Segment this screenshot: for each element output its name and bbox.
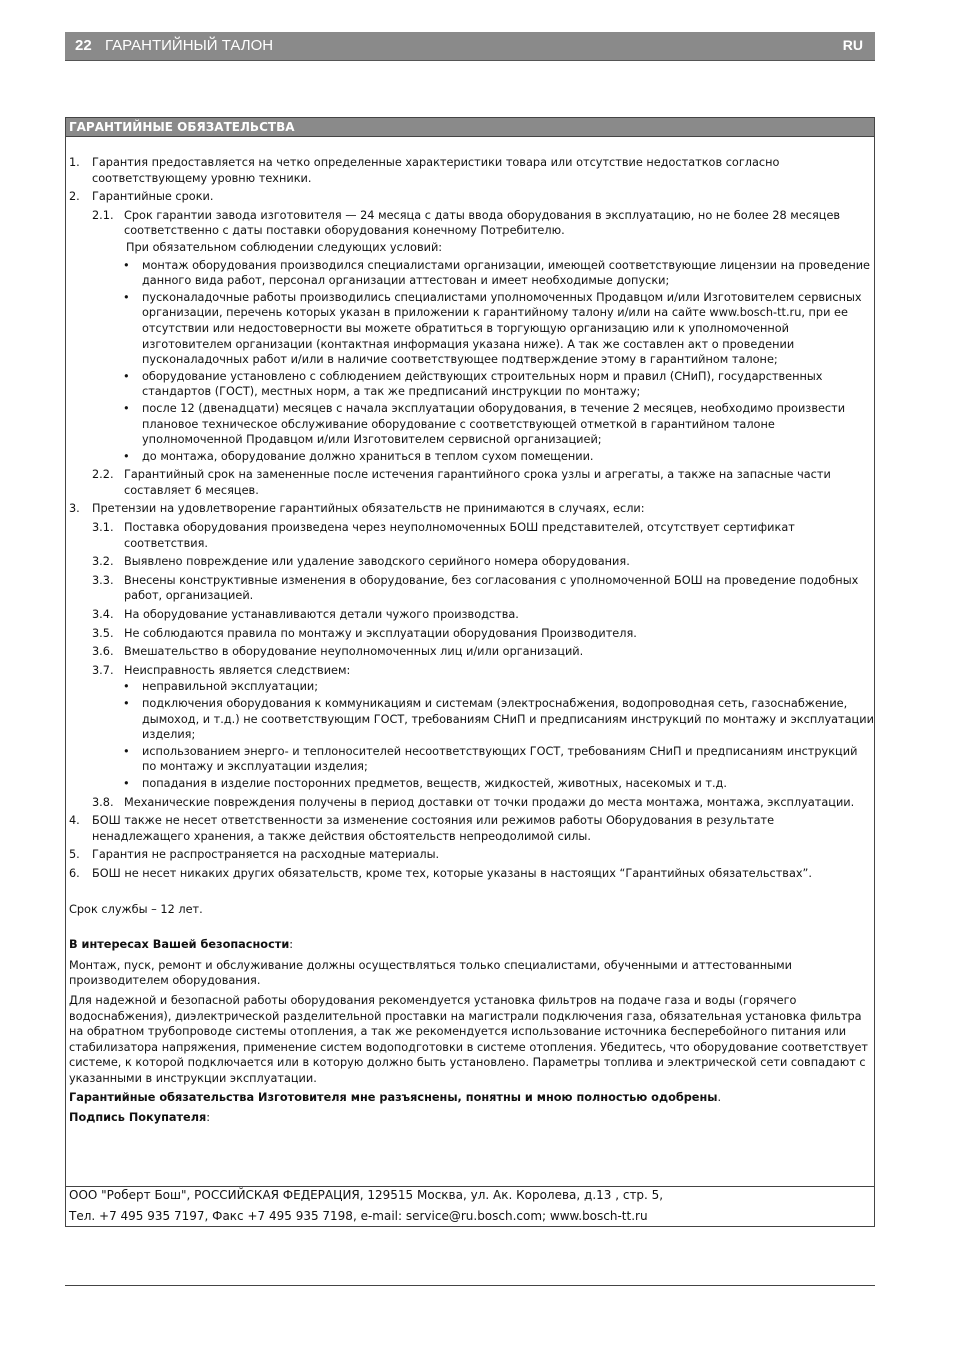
list-item: 4. БОШ также не несет ответственности за изменение состояния или режимов работы Оборудования в результате ненадлежащего хранения, а также действия обстоятельств непреодолимой силы. xyxy=(69,814,775,843)
company-address: ООО "Роберт Бош", РОССИЙСКАЯ ФЕДЕРАЦИЯ, 129515 Москва, ул. Ак. Королева, д.13 , стр. 5, xyxy=(69,1188,664,1202)
bullet-item: • оборудование установлено с соблюдением действующих строительных норм и правил (СНиП), государственных стандартов (ГОСТ), местных норм, а так же предписаний инструкции по монтажу; xyxy=(123,369,823,399)
list-item: 3.7. Неисправность является следствием: xyxy=(92,663,351,677)
safety-paragraph-1: Монтаж, пуск, ремонт и обслуживание должны осуществляться только специалистами, обученными и аттестованными производителем оборудования. xyxy=(69,958,792,988)
warranty-box xyxy=(65,117,875,1227)
bullet-item: • пусконаладочные работы производились специалистами уполномоченных Продавцом и/или Изготовителем сервисных организации, перечень которых указан в приложении к гарантийному талону и/или на сайте www.bosch-tt.ru, при ее отсутствии или недостоверности вы можете обратиться в торгующую организацию или к уполномоченной изготовителем организации (контактная информация указана ниже). А так же составлен акт о проведении пусконаладочных работ и/или в наличие соответствующее подтверждение этому в гарантийном талоне; xyxy=(123,290,862,367)
list-item: 2.1. Срок гарантии завода изготовителя — 24 месяца с даты ввода оборудования в эксплуатацию, но не более 28 месяцев соответственно с даты поставки оборудования конечному Потребителю. xyxy=(92,208,841,238)
list-item: 3. Претензии на удовлетворение гарантийных обязательств не принимаются в случаях, если: xyxy=(69,502,645,516)
footer-divider xyxy=(66,1186,874,1187)
bullet-item: • подключения оборудования к коммуникациям и системам (электроснабжения, водопроводная сеть, газоснабжение, дымоход, и т.д.) не соответствующим ГОСТ, требованиям СНиП и предписаниям инструкций по монтажу и эксплуатации изделия; xyxy=(123,697,874,742)
page-number: 22 xyxy=(75,37,92,54)
list-item: 3.8. Механические повреждения получены в период доставки от точки продажи до места монтажа, монтажа, эксплуатации. xyxy=(92,795,855,809)
safety-paragraph-2: Для надежной и безопасной работы оборудования рекомендуется установка фильтров на подаче газа и воды (горячего водоснабжения), диэлектрической разделительной проставки на магистрали подключения газа, обязательная установка фильтра на обратном трубопроводе системы отопления, а так же рекомендуется использование источника бесперебойного питания или стабилизатора напряжения, применение систем водоподготовки в системе отопления. Убедитесь, что оборудование соответствует системе, к которой подключается или в которую должно быть установлено. Параметры топлива и электрической сети совпадают с указанными в инструкции эксплуатации. xyxy=(69,993,868,1085)
agreement-statement: Гарантийные обязательства Изготовителя мне разъяснены, понятны и мною полностью одобрены. xyxy=(69,1091,722,1105)
list-item: 3.6. Вмешательство в оборудование неуполномоченных лиц и/или организаций. xyxy=(92,645,584,659)
list-item: 3.3. Внесены конструктивные изменения в оборудование, без согласования с уполномоченной БОШ на проведение подобных работ, организацией. xyxy=(92,573,859,603)
service-life: Срок службы – 12 лет. xyxy=(69,902,203,916)
list-item: 6. БОШ не несет никаких других обязательств, кроме тех, которые указаны в настоящих “Гарантийных обязательствах”. xyxy=(69,866,812,880)
bullet-item: • после 12 (двенадцати) месяцев с начала эксплуатации оборудования, в течение 2 месяцев, необходимо произвести плановое техническое обслуживание оборудование с соответствующей отметкой в гарантийном талоне уполномоченной Продавцом и/или Изготовителем сервисной организацией; xyxy=(123,401,846,447)
conditions-note: При обязательном соблюдении следующих условий: xyxy=(126,240,443,254)
header-title: ГАРАНТИЙНЫЙ ТАЛОН xyxy=(105,37,274,54)
list-item: 3.2. Выявлено повреждение или удаление заводского серийного номера оборудования. xyxy=(92,555,630,569)
bullet-item: • неправильной эксплуатации; xyxy=(123,680,319,694)
list-item: 1. Гарантия предоставляется на четко определенные характеристики товара или отсутствие недостатков согласно соответствующему уровню техники. xyxy=(69,156,780,185)
bullet-item: • попадания в изделие посторонних предметов, веществ, жидкостей, животных, насекомых и т.д. xyxy=(123,776,727,790)
bullet-item: • до монтажа, оборудование должно храниться в теплом сухом помещении. xyxy=(123,449,594,463)
list-item: 2.2. Гарантийный срок на замененные после истечения гарантийного срока узлы и агрегаты, а также на запасные части составляет 6 месяцев. xyxy=(92,468,831,497)
box-title: ГАРАНТИЙНЫЕ ОБЯЗАТЕЛЬСТВА xyxy=(66,118,874,137)
list-item: 3.1. Поставка оборудования произведена через неуполномоченных БОШ представителей, отсутствует сертификат соответствия. xyxy=(92,521,795,550)
buyer-signature-label: Подпись Покупателя: xyxy=(69,1111,211,1125)
bullet-item: • использованием энерго- и теплоносителей несоответствующих ГОСТ, требованиям СНиП и предписаниям инструкций по монтажу и эксплуатации изделия; xyxy=(123,744,858,774)
list-item: 3.4. На оборудование устанавливаются детали чужого производства. xyxy=(92,608,519,622)
bottom-divider xyxy=(65,1285,875,1286)
list-item: 2. Гарантийные сроки. xyxy=(69,190,214,204)
page-header xyxy=(65,32,875,60)
company-contacts: Тел. +7 495 935 7197, Факс +7 495 935 7198, e-mail: service@ru.bosch.com; www.bosch-tt.ru xyxy=(69,1209,648,1223)
bullet-item: • монтаж оборудования производился специалистами организации, имеющей соответствующие лицензии на проведение данного вида работ, персонал организации аттестован и имеет необходимые допуски; xyxy=(123,258,871,288)
warranty-body xyxy=(66,155,874,1130)
list-item: 3.5. Не соблюдаются правила по монтажу и эксплуатации оборудования Производителя. xyxy=(92,626,637,640)
list-item: 5. Гарантия не распространяется на расходные материалы. xyxy=(69,848,440,862)
language-code: RU xyxy=(842,37,863,53)
safety-heading: В интересах Вашей безопасности: xyxy=(69,938,294,952)
